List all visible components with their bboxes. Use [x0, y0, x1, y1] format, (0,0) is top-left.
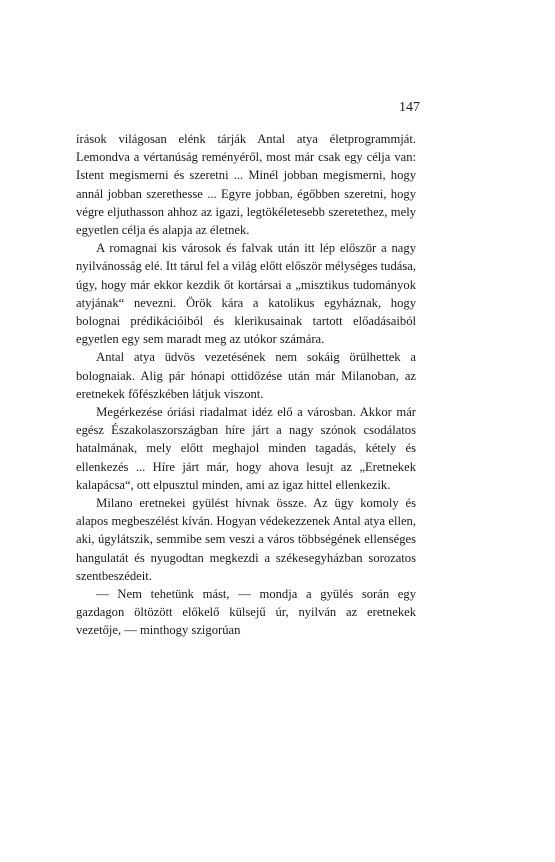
body-text	[76, 130, 416, 640]
paragraph-5: Milano eretnekei gyülést hívnak össze. Az ügy komoly és alapos megbeszélést kíván. Hogyan védekezzenek Antal atya ellen, aki, úgylátszik, semmibe sem veszi a város többségének ellenséges hangulatát és nyugodtan megkezdi a székesegyházban sorozatos szentbeszédeit.	[76, 496, 416, 583]
paragraph-2: A romagnai kis városok és falvak után itt lép először a nagy nyilvánosság elé. Itt tárul fel a világ előtt először mélységes tudása, úgy, hogy már ekkor kezdik őt kortársai a „misztikus tudományok atyjának“ nevezni. Örök kára a katolikus egyháznak, hogy bolognai prédikációiból és klerikusainak tartott előadásaiból egyetlen egy sem maradt meg az utókor számára.	[76, 241, 416, 347]
paragraph-6: — Nem tehetünk mást, — mondja a gyülés során egy gazdagon öltözött előkelő külsejű úr, nyilván az eretnekek vezetője, — minthogy szigorúan	[76, 587, 416, 638]
paragraph-3: Antal atya üdvös vezetésének nem sokáig örülhettek a bolognaiak. Alig pár hónapi ottidőzése után már Milanoban, az eretnekek főfészkében látjuk viszont.	[76, 350, 416, 401]
paragraph-1: írások világosan elénk tárják Antal atya életprogrammját. Lemondva a vértanúság reményéről, most már csak egy célja van: Istent megismerni és szeretni ... Minél jobban megismerni, hogy annál jobban szerethesse ... Egyre jobban, égőbben szeretni, hogy végre eljuthasson ahhoz az igazi, legtökéletesebb szeretethez, mely egyetlen célja és alapja az életnek.	[76, 132, 416, 238]
page-number: 147	[399, 100, 420, 115]
paragraph-4: Megérkezése óriási riadalmat idéz elő a városban. Akkor már egész Északolaszországban híre járt a nagy szónok csodálatos hatalmának, mely előtt meghajol minden tagadás, kétely és ellenkezés ... Híre járt már, hogy ahova lesujt az „Eretnekek kalapácsa“, ott elpusztul minden, ami az igaz hittel ellenkezik.	[76, 405, 416, 492]
